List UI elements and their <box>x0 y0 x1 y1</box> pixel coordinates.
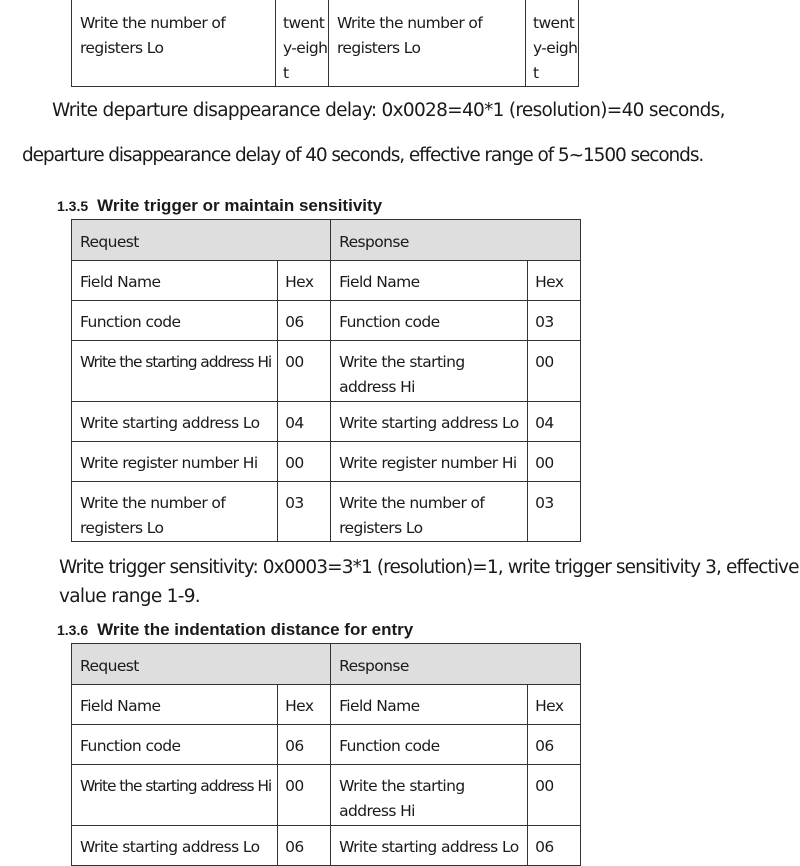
table-row <box>72 725 581 765</box>
response-field-cell: Write the number of registers Lo <box>329 0 526 87</box>
request-header: Request <box>72 644 331 685</box>
field-name-column-header: Field Name <box>331 685 528 725</box>
trigger-sensitivity-text-line1: Write trigger sensitivity: 0x0003=3*1 (resolution)=1, write trigger sensitivity 3, effective <box>59 557 799 578</box>
response-hex-cell: 03 <box>528 482 581 542</box>
request-hex-cell: twenty-eight <box>276 0 329 87</box>
table-row <box>72 765 581 826</box>
request-hex-cell: 03 <box>278 482 331 542</box>
hex-column-header: Hex <box>278 261 331 301</box>
section-heading-1-3-5 <box>57 196 382 216</box>
request-field-cell: Write the number of registers Lo <box>72 0 276 87</box>
request-field-cell: Write starting address Lo <box>72 826 278 866</box>
table-row <box>72 826 581 866</box>
response-hex-cell: 04 <box>528 402 581 442</box>
field-name-column-header: Field Name <box>72 261 278 301</box>
top-register-table <box>71 0 579 87</box>
field-name-column-header: Field Name <box>72 685 278 725</box>
response-hex-cell: 03 <box>528 301 581 341</box>
response-hex-cell: 00 <box>528 765 581 826</box>
response-header: Response <box>331 644 581 685</box>
table-row <box>72 301 581 341</box>
response-hex-cell: 00 <box>528 341 581 402</box>
response-field-cell: Write starting address Lo <box>331 826 528 866</box>
request-hex-cell: 06 <box>278 826 331 866</box>
table-row <box>72 0 579 87</box>
response-hex-cell: 06 <box>528 725 581 765</box>
response-field-cell: Function code <box>331 301 528 341</box>
section-heading-1-3-6 <box>57 620 413 640</box>
response-field-cell: Write the number of registers Lo <box>331 482 528 542</box>
response-field-cell: Write starting address Lo <box>331 402 528 442</box>
section-title: Write trigger or maintain sensitivity <box>97 196 383 215</box>
request-field-cell: Write the starting address Hi <box>72 341 278 402</box>
request-field-cell: Write the starting address Hi <box>72 765 278 826</box>
table-row <box>72 341 581 402</box>
request-hex-cell: 06 <box>278 301 331 341</box>
table-row <box>72 482 581 542</box>
response-hex-cell: 06 <box>528 826 581 866</box>
response-hex-cell: twenty-eight <box>526 0 579 87</box>
trigger-sensitivity-text-line2: value range 1-9. <box>59 586 200 607</box>
table-header-row <box>72 644 581 685</box>
field-name-column-header: Field Name <box>331 261 528 301</box>
section-number: 1.3.5 <box>57 198 89 214</box>
table-row <box>72 442 581 482</box>
sensitivity-register-table <box>71 219 581 542</box>
response-field-cell: Write the starting address Hi <box>331 341 528 402</box>
response-field-cell: Function code <box>331 725 528 765</box>
request-field-cell: Function code <box>72 301 278 341</box>
request-field-cell: Write starting address Lo <box>72 402 278 442</box>
request-hex-cell: 00 <box>278 341 331 402</box>
request-hex-cell: 04 <box>278 402 331 442</box>
request-header: Request <box>72 220 331 261</box>
request-field-cell: Write register number Hi <box>72 442 278 482</box>
departure-delay-text-line1: Write departure disappearance delay: 0x0028=40*1 (resolution)=40 seconds, <box>52 100 725 121</box>
table-row <box>72 402 581 442</box>
hex-column-header: Hex <box>528 261 581 301</box>
response-hex-cell: 00 <box>528 442 581 482</box>
request-hex-cell: 00 <box>278 442 331 482</box>
departure-delay-text-line2: departure disappearance delay of 40 seconds, effective range of 5~1500 seconds. <box>22 145 704 166</box>
response-field-cell: Write register number Hi <box>331 442 528 482</box>
request-field-cell: Write the number of registers Lo <box>72 482 278 542</box>
hex-column-header: Hex <box>278 685 331 725</box>
request-hex-cell: 00 <box>278 765 331 826</box>
table-header-row <box>72 220 581 261</box>
entry-distance-register-table <box>71 643 581 866</box>
request-hex-cell: 06 <box>278 725 331 765</box>
response-field-cell: Write the starting address Hi <box>331 765 528 826</box>
request-field-cell: Function code <box>72 725 278 765</box>
hex-column-header: Hex <box>528 685 581 725</box>
response-header: Response <box>331 220 581 261</box>
section-number: 1.3.6 <box>57 622 89 638</box>
column-header-row <box>72 261 581 301</box>
column-header-row <box>72 685 581 725</box>
section-title: Write the indentation distance for entry <box>97 620 414 639</box>
